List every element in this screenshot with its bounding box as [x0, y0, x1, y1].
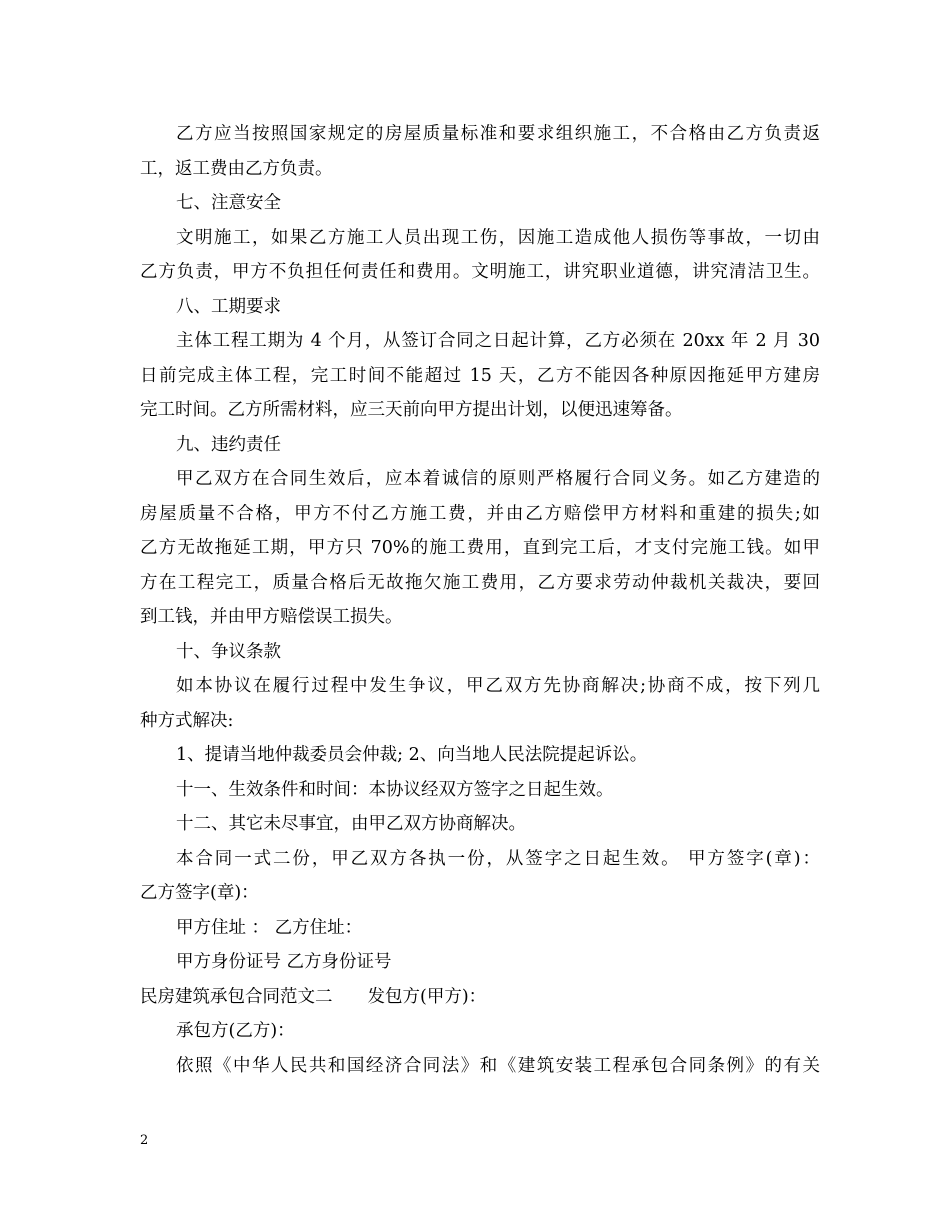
contract-title-line: 民房建筑承包合同范文二 发包方(甲方)：	[140, 986, 487, 1007]
page-number: 2	[140, 1133, 149, 1148]
paragraph-line: 乙方无故拖延工期，甲方只 70%的施工费用，直到完工后，才支付完施工钱。如甲	[140, 538, 820, 558]
section-heading: 十、争议条款	[176, 641, 281, 662]
paragraph-line: 日前完成主体工程，完工时间不能超过 15 天，乙方不能因各种原因拖延甲方建房	[140, 365, 820, 386]
paragraph-line: 十一、生效条件和时间：本协议经双方签字之日起生效。	[176, 779, 614, 800]
paragraph-line: 依照《中华人民共和国经济合同法》和《建筑安装工程承包合同条例》的有关	[176, 1055, 820, 1076]
signature-line: 乙方签字(章)：	[140, 883, 259, 903]
paragraph-line: 完工时间。乙方所需材料，应三天前向甲方提出计划，以便迅速筹备。	[140, 400, 683, 420]
section-heading: 八、工期要求	[176, 296, 281, 317]
paragraph-line: 到工钱，并由甲方赔偿误工损失。	[140, 607, 403, 627]
contractor-line: 承包方(乙方)：	[176, 1021, 295, 1041]
document-body	[140, 117, 820, 1083]
paragraph-line: 本合同一式二份，甲乙双方各执一份，从签字之日起生效。 甲方签字(章)：	[176, 848, 820, 869]
paragraph-line: 1、提请当地仲裁委员会仲裁; 2、向当地人民法院提起诉讼。	[176, 745, 648, 765]
paragraph-line: 乙方应当按照国家规定的房屋质量标准和要求组织施工，不合格由乙方负责返	[176, 124, 820, 144]
address-line: 甲方住址 ： 乙方住址：	[176, 917, 363, 938]
paragraph-line: 工，返工费由乙方负责。	[140, 158, 333, 179]
paragraph-line: 文明施工，如果乙方施工人员出现工伤，因施工造成他人损伤等事故，一切由	[176, 227, 820, 248]
paragraph-line: 种方式解决:	[140, 710, 234, 731]
paragraph-line: 乙方负责，甲方不负担任何责任和费用。文明施工，讲究职业道德，讲究清洁卫生。	[140, 262, 820, 282]
id-number-line: 甲方身份证号 乙方身份证号	[176, 952, 392, 972]
paragraph-line: 甲乙双方在合同生效后，应本着诚信的原则严格履行合同义务。如乙方建造的	[176, 469, 820, 489]
paragraph-line: 主体工程工期为 4 个月，从签订合同之日起计算，乙方必须在 20xx 年 2 月 30	[176, 331, 820, 351]
section-heading: 七、注意安全	[176, 193, 281, 213]
section-heading: 九、违约责任	[176, 434, 281, 455]
paragraph-line: 十二、其它未尽事宜，由甲乙双方协商解决。	[176, 814, 526, 834]
paragraph-line: 如本协议在履行过程中发生争议，甲乙双方先协商解决;协商不成，按下列几	[176, 676, 820, 696]
paragraph-line: 房屋质量不合格，甲方不付乙方施工费，并由乙方赔偿甲方材料和重建的损失;如	[140, 503, 820, 524]
paragraph-line: 方在工程完工，质量合格后无故拖欠施工费用，乙方要求劳动仲裁机关裁决，要回	[140, 572, 820, 593]
